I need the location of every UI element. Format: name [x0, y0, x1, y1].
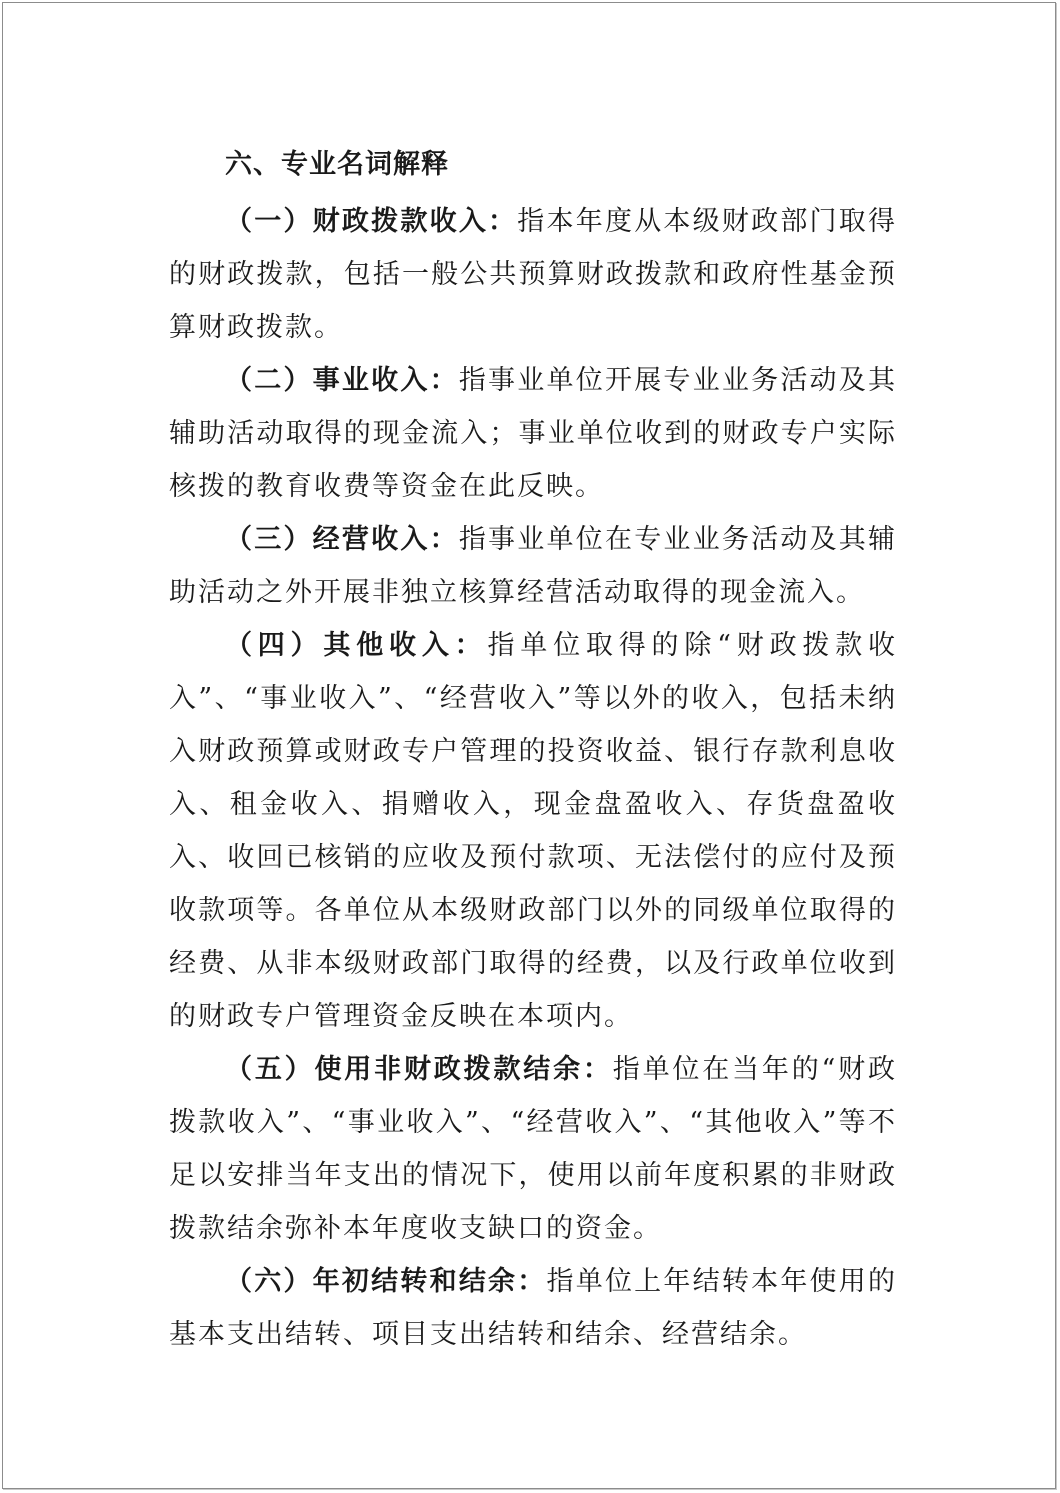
definition-text-1: 指本年度从本级财政部门取得的财政拨款，包括一般公共预算财政拨款和政府性基金预算财政拨款。	[169, 206, 898, 343]
definition-paragraph-6	[169, 1255, 897, 1361]
definition-text-2: 指事业单位开展专业业务活动及其辅助活动取得的现金流入；事业单位收到的财政专户实际核拨的教育收费等资金在此反映。	[169, 365, 898, 502]
definition-paragraph-4	[169, 619, 897, 1043]
definition-text-4: 指单位取得的除“财政拨款收入”、“事业收入”、“经营收入”等以外的收入，包括未纳入财政预算或财政专户管理的投资收益、银行存款利息收入、租金收入、捐赠收入，现金盘盈收入、存货盘盈收入、收回已核销的应收及预付款项、无法偿付的应付及预收款项等。各单位从本级财政部门以外的同级单位取得的经费、从非本级财政部门取得的经费，以及行政单位收到的财政专户管理资金反映在本项内。	[169, 630, 897, 1032]
page-content	[169, 139, 897, 1361]
definition-paragraph-3	[169, 513, 897, 619]
section-heading: 六、专业名词解释	[225, 149, 449, 180]
definition-text-3: 指事业单位在专业业务活动及其辅助活动之外开展非独立核算经营活动取得的现金流入。	[169, 524, 898, 608]
definition-paragraph-5	[169, 1043, 897, 1255]
definition-term-2: （二）事业收入：	[225, 365, 459, 396]
definition-term-1: （一）财政拨款收入：	[225, 206, 518, 237]
definition-paragraph-1	[169, 195, 897, 354]
definition-term-3: （三）经营收入：	[225, 524, 459, 555]
definition-term-5: （五）使用非财政拨款结余：	[225, 1054, 613, 1085]
definition-term-4: （四）其他收入：	[225, 630, 488, 661]
definition-text-5: 指单位在当年的“财政拨款收入”、“事业收入”、“经营收入”、“其他收入”等不足以安排当年支出的情况下，使用以前年度积累的非财政拨款结余弥补本年度收支缺口的资金。	[169, 1054, 897, 1244]
document-page	[2, 2, 1056, 1489]
definition-paragraph-2	[169, 354, 897, 513]
definition-term-6: （六）年初结转和结余：	[225, 1266, 547, 1297]
definition-text-6: 指单位上年结转本年使用的基本支出结转、项目支出结转和结余、经营结余。	[169, 1266, 897, 1350]
